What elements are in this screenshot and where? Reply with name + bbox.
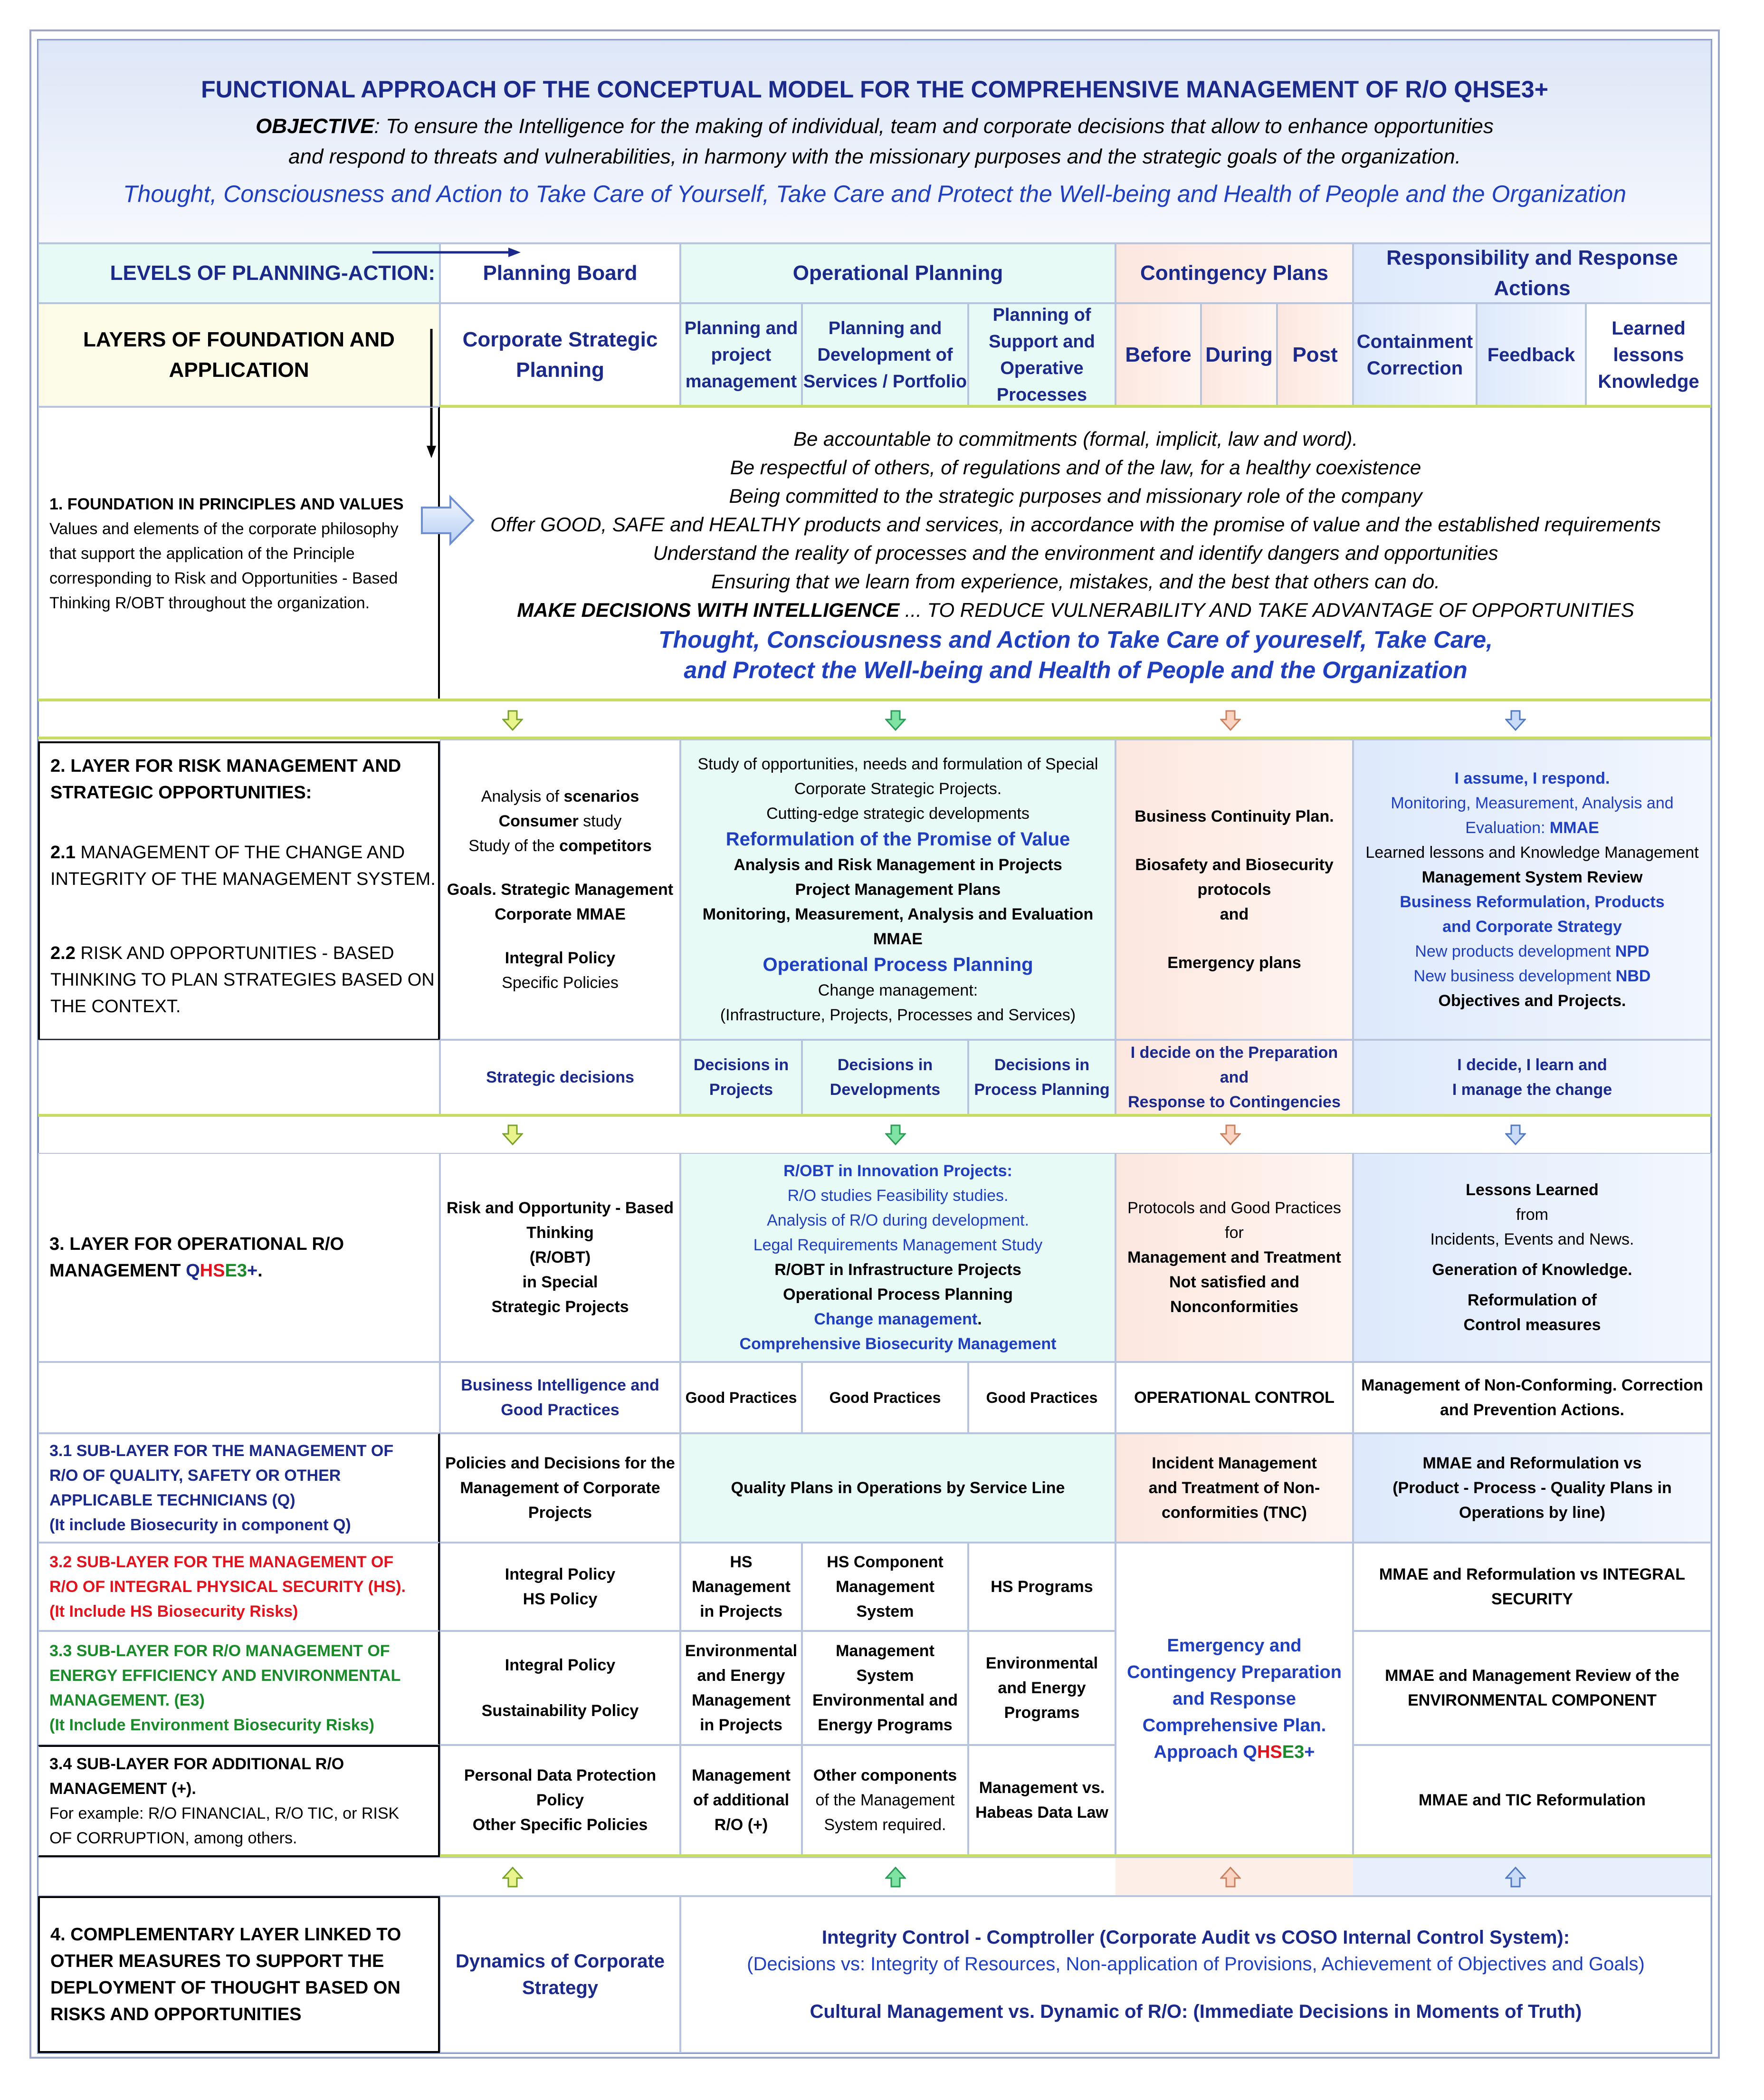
objective-label: OBJECTIVE <box>256 115 374 138</box>
non-conforming-management: Management of Non-Conforming. Correction and Prevention Actions. <box>1353 1362 1711 1433</box>
good-practices-processes: Good Practices <box>968 1362 1116 1433</box>
up-arrow-icon <box>1505 1867 1526 1888</box>
sub33-responsibility: MMAE and Management Review of the ENVIRONMENTAL COMPONENT <box>1353 1631 1711 1745</box>
decisions-developments: Decisions in Developments <box>802 1040 968 1115</box>
layer3-label: 3. LAYER FOR OPERATIONAL R/O MANAGEMENT QHSE3+. <box>38 1153 440 1362</box>
sub33-projects: Environmental and Energy Management in Projects <box>680 1631 802 1745</box>
layers-label: LAYERS OF FOUNDATION AND APPLICATION <box>38 303 440 407</box>
down-arrow-icon <box>885 1124 906 1145</box>
sub33-developments: Management System Environmental and Energy Programs <box>802 1631 968 1745</box>
decisions-responsibility: I decide, I learn and I manage the change <box>1353 1040 1711 1115</box>
decisions-projects: Decisions in Projects <box>680 1040 802 1115</box>
layer2-responsibility: I assume, I respond. Monitoring, Measurement, Analysis and Evaluation: MMAE Learned lessons and Knowledge Management Management System Review Business Reformulation, Products and Corporate Strategy New products development NPD New business development NBD Objectives and Projects. <box>1353 739 1711 1040</box>
corporate-strategic-planning: Corporate Strategic Planning <box>440 303 680 407</box>
decide-line: MAKE DECISIONS WITH INTELLIGENCE ... TO REDUCE VULNERABILITY AND TAKE ADVANTAGE OF OPPORTUNITIES <box>517 599 1634 621</box>
contingency-post: Post <box>1277 303 1353 407</box>
operational-control: OPERATIONAL CONTROL <box>1116 1362 1353 1433</box>
sub34-responsibility: MMAE and TIC Reformulation <box>1353 1745 1711 1855</box>
contingency-before: Before <box>1116 303 1201 407</box>
down-arrow-icon <box>502 1124 523 1145</box>
business-intelligence: Business Intelligence and Good Practices <box>440 1362 680 1433</box>
objective-line-1: OBJECTIVE: To ensure the Intelligence for the making of individual, team and corporate decisions that allow to enhance opportunities <box>256 115 1494 138</box>
arrow-strip <box>38 701 1711 738</box>
down-arrow-icon <box>502 710 523 731</box>
feedback: Feedback <box>1477 303 1586 407</box>
down-arrow-icon <box>885 710 906 731</box>
layer3-contingency: Protocols and Good Practices for Management and Treatment Not satisfied and Nonconformities <box>1116 1153 1353 1362</box>
contingency-during: During <box>1201 303 1277 407</box>
practices-spacer <box>38 1362 440 1433</box>
strategic-decisions: Strategic decisions <box>440 1040 680 1115</box>
planning-project-management: Planning and project management <box>680 303 802 407</box>
sub34-strategic: Personal Data Protection Policy Other Specific Policies <box>440 1745 680 1855</box>
page-header <box>38 40 1711 243</box>
sub32-label: 3.2 SUB-LAYER FOR THE MANAGEMENT OF R/O OF INTEGRAL PHYSICAL SECURITY (HS). (It Include HS Biosecurity Risks) <box>38 1543 440 1631</box>
arrow-strip-sky <box>1353 1858 1711 1895</box>
planning-support-processes: Planning of Support and Operative Processes <box>968 303 1116 407</box>
foundation-principles: Be accountable to commitments (formal, implicit, law and word). Be respectful of others, of regulations and of the law, for a healthy coexistence Being committed to the strategic purposes and missionary role of the company Offer GOOD, SAFE and HEALTHY products and services, in accordance with the promise of value and the established requirements Understand the reality of processes and the environment and identify dangers and opportunities Ensuring that we learn from experience, mistakes, and the best that others can do. MAKE DECISIONS WITH INTELLIGENCE ... TO REDUCE VULNERABILITY AND TAKE ADVANTAGE OF OPPORTUNITIES Thought, Consciousness and Action to Take Care of youreself, Take Care, and Protect the Well-being and Health of People and the Organization <box>490 428 1661 683</box>
arrow-strip <box>38 1117 1711 1153</box>
layer2-operational: Study of opportunities, needs and formulation of Special Corporate Strategic Projects. Cutting-edge strategic developments Reformulation of the Promise of Value Analysis and Risk Management in Projects Project Management Plans Monitoring, Measurement, Analysis and Evaluation MMAE Operational Process Planning Change management: (Infrastructure, Projects, Processes and Services) <box>680 739 1116 1040</box>
level-responsibility: Responsibility and Response Actions <box>1353 243 1711 303</box>
down-arrow-icon <box>1505 1124 1526 1145</box>
levels-label: LEVELS OF PLANNING-ACTION: <box>38 243 440 303</box>
sub33-strategic: Integral Policy Sustainability Policy <box>440 1631 680 1745</box>
header-motto: Thought, Consciousness and Action to Take Care of Yourself, Take Care and Protect the Well-being and Health of People and the Organization <box>123 181 1626 207</box>
layer4-label: 4. COMPLEMENTARY LAYER LINKED TO OTHER MEASURES TO SUPPORT THE DEPLOYMENT OF THOUGHT BASED ON RISKS AND OPPORTUNITIES <box>38 1896 440 2053</box>
sub32-developments: HS Component Management System <box>802 1543 968 1631</box>
decisions-spacer <box>38 1040 440 1115</box>
decisions-contingencies: I decide on the Preparation and Response to Contingencies <box>1116 1040 1353 1115</box>
sub31-responsibility: MMAE and Reformulation vs (Product - Process - Quality Plans in Operations by line) <box>1353 1433 1711 1543</box>
sub33-processes: Environmental and Energy Programs <box>968 1631 1116 1745</box>
up-arrow-icon <box>502 1867 523 1888</box>
sub34-developments: Other components of the Management System required. <box>802 1745 968 1855</box>
level-contingency-plans: Contingency Plans <box>1116 243 1353 303</box>
sub31-contingency: Incident Management and Treatment of Non- conformities (TNC) <box>1116 1433 1353 1543</box>
layer2-label: 2. LAYER FOR RISK MANAGEMENT AND STRATEGIC OPPORTUNITIES: 2.1 MANAGEMENT OF THE CHANGE AND INTEGRITY OF THE MANAGEMENT SYSTEM. 2.2 RISK AND OPPORTUNITIES - BASED THINKING TO PLAN STRATEGIES BASED ON THE CONTEXT. <box>38 741 440 1041</box>
sub34-processes: Management vs. Habeas Data Law <box>968 1745 1116 1855</box>
sub34-projects: Management of additional R/O (+) <box>680 1745 802 1855</box>
down-arrow-icon <box>1220 1124 1241 1145</box>
sub33-label: 3.3 SUB-LAYER FOR R/O MANAGEMENT OF ENERGY EFFICIENCY AND ENVIRONMENTAL MANAGEMENT. (E3) (It Include Environment Biosecurity Risks) <box>38 1631 440 1745</box>
down-arrow-icon <box>1505 710 1526 731</box>
layer2-strategic: Analysis of scenarios Consumer study Study of the competitors Goals. Strategic Management Corporate MMAE Integral Policy Specific Policies <box>440 739 680 1040</box>
dynamics-corporate-strategy: Dynamics of Corporate Strategy <box>440 1896 680 2053</box>
layer3-operational: R/OBT in Innovation Projects: R/O studies Feasibility studies. Analysis of R/O during development. Legal Requirements Management Study R/OBT in Infrastructure Projects Operational Process Planning Change management. Comprehensive Biosecurity Management <box>680 1153 1116 1362</box>
layer3-strategic: Risk and Opportunity - Based Thinking (R/OBT) in Special Strategic Projects <box>440 1153 680 1362</box>
decisions-process-planning: Decisions in Process Planning <box>968 1040 1116 1115</box>
up-arrow-icon <box>885 1867 906 1888</box>
emergency-plan: Emergency and Contingency Preparation and Response Comprehensive Plan. Approach QHSE3+ <box>1116 1543 1353 1855</box>
sub34-label: 3.4 SUB-LAYER FOR ADDITIONAL R/O MANAGEMENT (+). For example: R/O FINANCIAL, R/O TIC, or RISK OF CORRUPTION, among others. <box>38 1745 440 1857</box>
arrow-right-icon <box>371 245 523 259</box>
down-arrow-icon <box>1220 710 1241 731</box>
sub31-label: 3.1 SUB-LAYER FOR THE MANAGEMENT OF R/O OF QUALITY, SAFETY OR OTHER APPLICABLE TECHNICIANS (Q) (It include Biosecurity in component Q) <box>38 1433 440 1543</box>
integrity-cultural-management: Integrity Control - Comptroller (Corporate Audit vs COSO Internal Control System): (Decisions vs: Integrity of Resources, Non-application of Provisions, Achievement of Objectives and Goals) Cultural Management vs. Dynamic of R/O: (Immediate Decisions in Moments of Truth) <box>680 1896 1711 2053</box>
good-practices-developments: Good Practices <box>802 1362 968 1433</box>
layer2-contingency: Business Continuity Plan. Biosafety and Biosecurity protocols and Emergency plans <box>1116 739 1353 1040</box>
up-arrow-icon <box>1220 1867 1241 1888</box>
sub32-strategic: Integral Policy HS Policy <box>440 1543 680 1631</box>
sub31-operational: Quality Plans in Operations by Service Line <box>680 1433 1116 1543</box>
foundation-label: 1. FOUNDATION IN PRINCIPLES AND VALUES Values and elements of the corporate philosophy that support the application of the Principle corresponding to Risk and Opportunities - Based Thinking R/OBT throughout the organization. <box>38 407 440 700</box>
layer3-responsibility: Lessons Learned from Incidents, Events and News. Generation of Knowledge. Reformulation of Control measures <box>1353 1153 1711 1362</box>
page-title: FUNCTIONAL APPROACH OF THE CONCEPTUAL MODEL FOR THE COMPREHENSIVE MANAGEMENT OF R/O QHSE3+ <box>201 76 1548 103</box>
objective-line-2: and respond to threats and vulnerabilities, in harmony with the missionary purposes and the strategic goals of the organization. <box>288 145 1461 168</box>
sub32-processes: HS Programs <box>968 1543 1116 1631</box>
sub31-strategic: Policies and Decisions for the Management of Corporate Projects <box>440 1433 680 1543</box>
sub32-projects: HS Management in Projects <box>680 1543 802 1631</box>
good-practices-projects: Good Practices <box>680 1362 802 1433</box>
learned-lessons: Learned lessons Knowledge <box>1586 303 1711 407</box>
level-operational-planning: Operational Planning <box>680 243 1116 303</box>
level-planning-board: Planning Board <box>440 243 680 303</box>
containment-correction: Containment Correction <box>1353 303 1477 407</box>
sub32-responsibility: MMAE and Reformulation vs INTEGRAL SECURITY <box>1353 1543 1711 1631</box>
planning-development-services: Planning and Development of Services / Portfolio <box>802 303 968 407</box>
